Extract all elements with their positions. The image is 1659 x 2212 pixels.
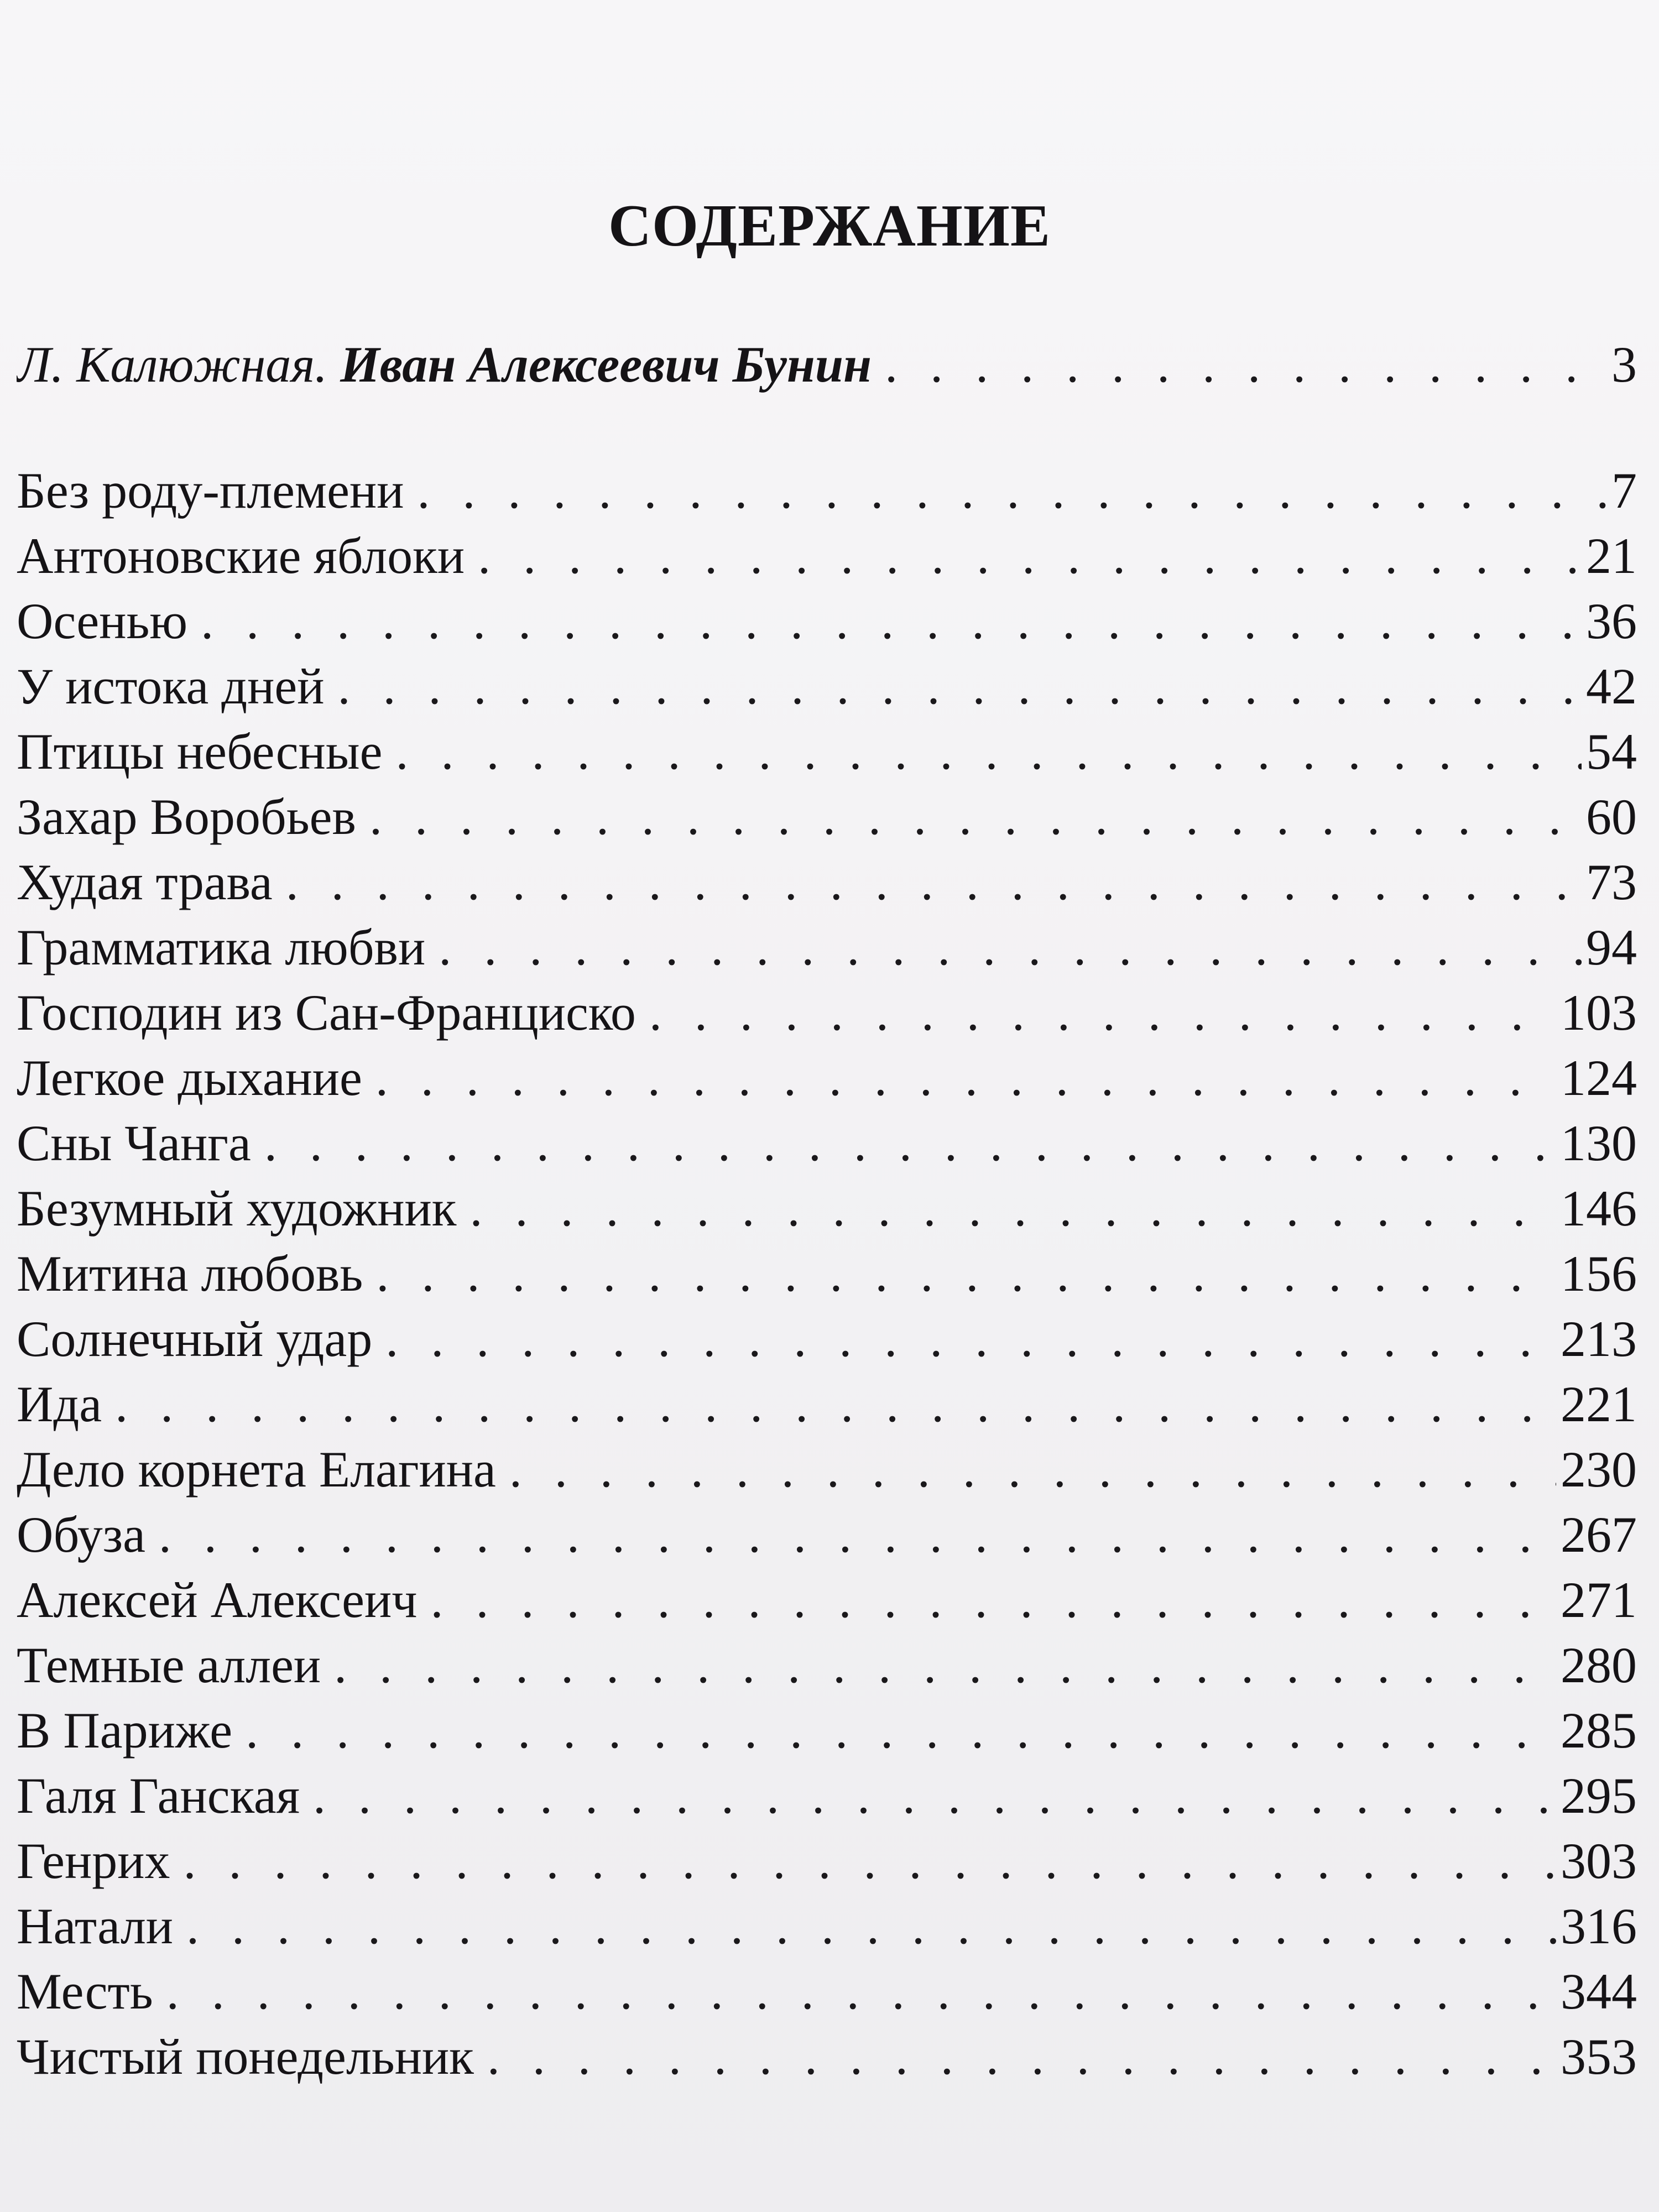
toc-entry: [17, 784, 1637, 849]
toc-entry-title: Митина любовь: [17, 1245, 363, 1302]
toc-entry: [17, 1371, 1637, 1437]
page-number: 344: [1561, 1963, 1637, 2020]
dot-leader: [417, 458, 1607, 523]
page-number: 94: [1586, 919, 1637, 975]
page-number: 230: [1561, 1441, 1637, 1498]
toc-entry-title: Сны Чанга: [17, 1115, 251, 1171]
dot-leader: [186, 1893, 1556, 1959]
toc-entry-title: У истока дней: [17, 658, 325, 714]
dot-leader: [246, 1698, 1556, 1763]
toc-entry-title: Темные аллеи: [17, 1637, 321, 1693]
dot-leader: [183, 1828, 1556, 1893]
toc-entry-title: Осенью: [17, 593, 188, 649]
intro-author: Л. Калюжная.: [17, 336, 328, 393]
page-number: 303: [1561, 1833, 1637, 1889]
toc-entry-title: Без роду-племени: [17, 462, 404, 519]
toc-entry: [17, 1959, 1637, 2024]
toc-entry: [17, 1698, 1637, 1763]
toc-entry: [17, 1306, 1637, 1371]
toc-entry-title: В Париже: [17, 1702, 233, 1759]
table-of-contents: [17, 332, 1637, 2089]
toc-entry-title: Генрих: [17, 1833, 170, 1889]
toc-entry: [17, 458, 1637, 523]
toc-entry-title: Обуза: [17, 1506, 145, 1563]
toc-entry-title: Месть: [17, 1963, 153, 2020]
dot-leader: [509, 1437, 1556, 1502]
intro-work-title: Иван Алексеевич Бунин: [340, 336, 872, 393]
toc-entry: [17, 1437, 1637, 1502]
toc-entry: [17, 1763, 1637, 1828]
toc-entry-title: Антоновские яблоки: [17, 528, 465, 584]
dot-leader: [431, 1567, 1557, 1632]
page-number: 124: [1561, 1050, 1637, 1106]
dot-leader: [395, 719, 1582, 784]
dot-leader: [385, 1306, 1556, 1371]
dot-leader: [166, 1959, 1556, 2024]
dot-leader: [478, 523, 1582, 588]
page-number: 73: [1586, 854, 1637, 910]
toc-intro-label: [17, 332, 885, 397]
toc-entry-title: Худая трава: [17, 854, 273, 910]
toc-entry: [17, 1893, 1637, 1959]
dot-leader: [469, 1176, 1556, 1241]
page-number: 285: [1561, 1702, 1637, 1759]
toc-entry: [17, 849, 1637, 915]
page-number: 353: [1561, 2028, 1637, 2085]
page-number: 36: [1586, 593, 1637, 649]
toc-entry-title: Чистый понедельник: [17, 2028, 474, 2085]
toc-entry: [17, 1241, 1637, 1306]
page-number: 21: [1586, 528, 1637, 584]
toc-entry: [17, 1828, 1637, 1893]
toc-entry: [17, 1567, 1637, 1632]
dot-leader: [369, 784, 1582, 849]
page-number: 103: [1561, 984, 1637, 1041]
page-number: 7: [1611, 462, 1637, 519]
dot-leader: [201, 588, 1582, 654]
page-number: 156: [1561, 1245, 1637, 1302]
dot-leader: [115, 1371, 1556, 1437]
toc-entry: [17, 1176, 1637, 1241]
toc-entry: [17, 915, 1637, 980]
toc-entry: [17, 1045, 1637, 1110]
dot-leader: [376, 1241, 1556, 1306]
toc-entry: [17, 1502, 1637, 1567]
page-number: 42: [1586, 658, 1637, 714]
page-number: 221: [1561, 1376, 1637, 1432]
toc-entry: [17, 980, 1637, 1045]
dot-leader: [334, 1632, 1556, 1698]
toc-entry-title: Птицы небесные: [17, 723, 383, 780]
dot-leader: [264, 1110, 1556, 1176]
toc-entry-title: Легкое дыхание: [17, 1050, 362, 1106]
toc-entry-title: Дело корнета Елагина: [17, 1441, 496, 1498]
toc-entry: [17, 654, 1637, 719]
toc-entry-title: Господин из Сан-Франциско: [17, 984, 636, 1041]
page-number: 295: [1561, 1767, 1637, 1824]
toc-intro-entry: [17, 332, 1637, 397]
page-number: 280: [1561, 1637, 1637, 1693]
page-number: 54: [1586, 723, 1637, 780]
dot-leader: [487, 2024, 1556, 2089]
toc-entry: [17, 719, 1637, 784]
page-number: 267: [1561, 1506, 1637, 1563]
page-number: 213: [1561, 1311, 1637, 1367]
page-number: 316: [1561, 1898, 1637, 1954]
page-title: СОДЕРЖАНИЕ: [608, 193, 1051, 259]
toc-entry-title: Солнечный удар: [17, 1311, 373, 1367]
dot-leader: [159, 1502, 1556, 1567]
toc-entry-title: Грамматика любви: [17, 919, 426, 975]
toc-entry: [17, 1632, 1637, 1698]
toc-entry: [17, 588, 1637, 654]
dot-leader: [649, 980, 1556, 1045]
dot-leader: [337, 654, 1582, 719]
dot-leader: [439, 915, 1582, 980]
dot-leader: [286, 849, 1582, 915]
page-number: 146: [1561, 1180, 1637, 1237]
page-number: 60: [1586, 789, 1637, 845]
toc-entry-title: Ида: [17, 1376, 102, 1432]
toc-entry-title: Захар Воробьев: [17, 789, 356, 845]
page-number: 271: [1561, 1572, 1637, 1628]
dot-leader: [313, 1763, 1556, 1828]
dot-leader: [885, 332, 1607, 397]
toc-entry-title: Натали: [17, 1898, 174, 1954]
toc-entry-title: Галя Ганская: [17, 1767, 300, 1824]
toc-entry-title: Безумный художник: [17, 1180, 457, 1237]
toc-entry: [17, 1110, 1637, 1176]
page-number: 3: [1611, 336, 1637, 393]
toc-entry: [17, 523, 1637, 588]
toc-entry: [17, 2024, 1637, 2089]
dot-leader: [375, 1045, 1556, 1110]
page-number: 130: [1561, 1115, 1637, 1171]
toc-entry-title: Алексей Алексеич: [17, 1572, 418, 1628]
